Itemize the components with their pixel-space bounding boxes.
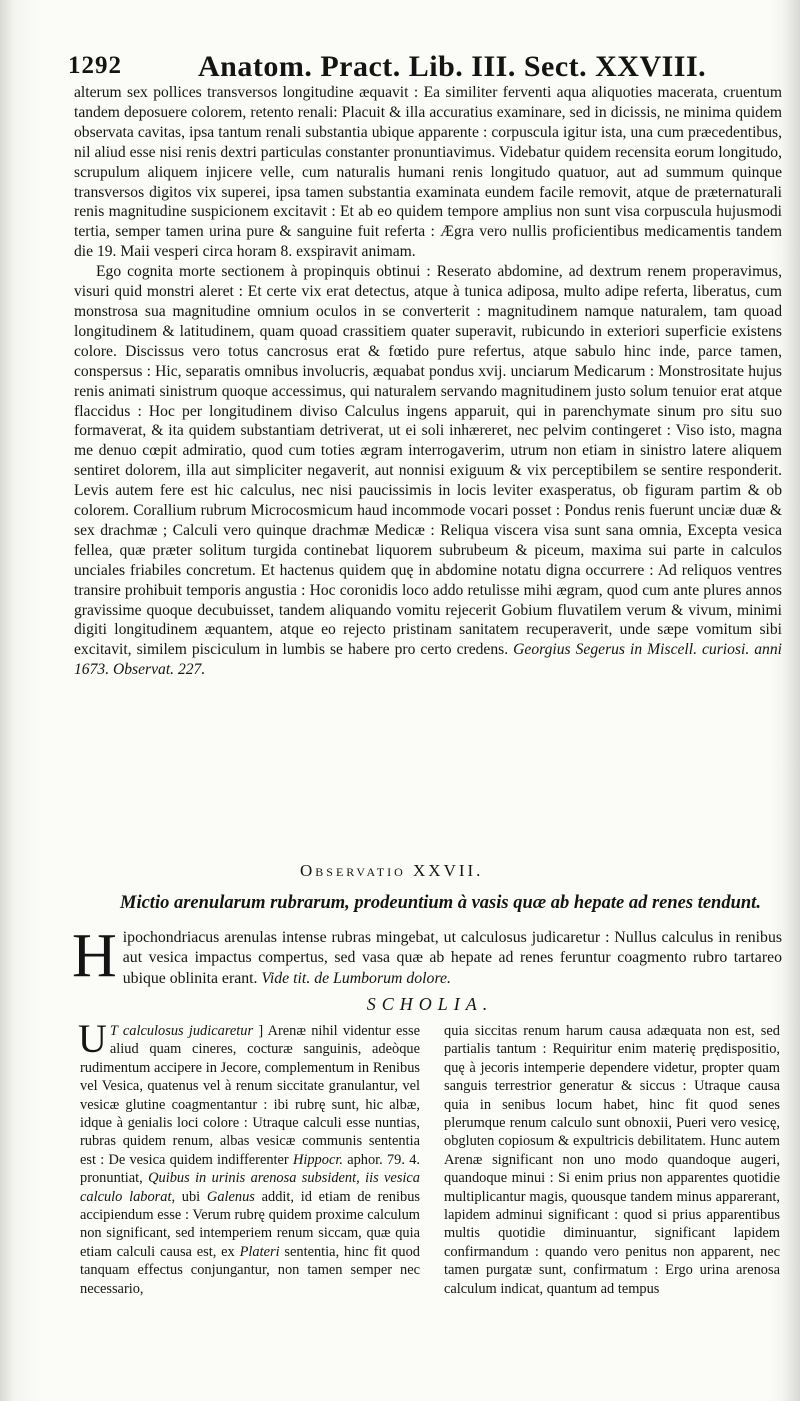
- ref-hippocrates: Hippocr.: [292, 1151, 343, 1168]
- running-title: Anatom. Pract. Lib. III. Sect. XXVIII.: [198, 50, 707, 83]
- paragraph-2-text: Ego cognita morte sectionem à propinquis obtinui : Reserato abdomine, ad dextrum renem properavimus, visuri quid monstri aleret : Et certe vix erat detectus, atque à tunica adiposa, multo adipe referta, liberatus, cum monstrosa sua magnitudine omnium oculos in se converterit : magnitudinem namque naturalem, tam quoad longitudinem & latitudinem, quam quoad crassitiem quater superavit, rubicundo in exteriori superficie existens colore. Discissus vero totus cancrosus erat & fœtido pure refertus, atque sabulo hinc inde, parce tamen, conspersus : Hic, separatis omnibus involucris, æquabat pondus xvij. unciarum Medicarum : Monstrositate hujus renis animati sinistrum quoque accessimus, qui naturalem servando magnitudinem justo solum tenuior erat atque flaccidus : Hoc per longitudinem diviso Calculus ingens apparuit, qui in parenchymate sinum pro situ suo formaverat, & ita quidem substantiam detriverat, ut ei soli inhæreret, nec pelvim contingeret : Viso isto, magna me denuo cœpit admiratio, quod cum toties ægram interrogaverim, utrum non etiam in sinistro latere aliquem sentiret dolorem, illa aut simpliciter negaverit, aut nonnisi exiguum & vix perceptibilem se sentire responderit. Levis autem fere est hic calculus, nec nisi paucissimis in locis leviter exasperatus, ob figuram partim & ob colorem. Corallium rubrum Microcosmicum haud incommode vocari posset : Pondus renis fuerunt unciæ duæ & sex drachmæ ; Calculi vero quinque drachmæ Medicæ : Reliqua viscera visa sunt sana omnia, Excepta vesica fellea, quæ præter solitum turgida continebat liquorem subrubeum & piceum, maxima sui parte in calculos unciales friabiles concretum. Et hactenus quidem quę in abdomine notatu digna occurrere : Ad reliquos ventres transire prohibuit temporis angustia : Hoc coronidis loco addo retulisse mihi ægram, quod cum ante plures annos gravissime quoque decubuisset, tandem aliquando vomitu rejecerit Gobium fluvatilem verum & vivum, minimi digiti longitudinem æquantem, atque eo rejecto pristinam sanitatem recuperaverit, unde sæpe vomitum sibi excitavit, similem pisciculum in lumbis se habere pro certo credens.: [74, 263, 782, 659]
- scholia-left-text-3: , ubi: [171, 1188, 201, 1205]
- observation-body: [72, 922, 782, 990]
- scholia-left-text: [78, 1016, 421, 1298]
- scholia-left-text-4: addit, id etiam de renibus accipiendum esse : Verum rubrę quidem proxime calculum non significant, sed intemperiem renum siccam, quæ quia etiam calculi causa est, ex: [80, 1188, 420, 1260]
- observation-heading: Observatio XXVII.: [300, 861, 484, 880]
- page-number: 1292: [68, 52, 122, 79]
- ref-plateri: Plateri: [239, 1243, 280, 1260]
- see-also-reference: Vide tit. de Lumborum dolore.: [261, 969, 451, 987]
- page-edge-shadow: [782, 0, 800, 1401]
- scholia-right-column: [444, 1022, 780, 1298]
- paragraph-1: alterum sex pollices transversos longitudine æquavit : Ea similiter ferventi aqua aliquoties macerata, cruentum tandem deposuere colorem, retento renali: Placuit & illa accuratius examinare, sed in dicissis, ne minima quidem observata cavitas, ipsa tantum renali substantia ubique apparente : corpuscula igitur ista, una cum præcedentibus, nil aliud esse nisi renis dextri particulas constanter pronuntiavimus. Videbatur quidem recensita eorum longitudo, scrupulum aliquem injicere velle, cum naturalis humani renis longitudo quatuor, aut ad summum quinque transversos digitos vix superei, ipsa tamen substantia examinata eundem facile removit, atque de præternaturali renis magnitudine suspicionem excitavit : Et ab eo quidem tempore amplius non sunt visa corpuscula hujusmodi tertia, semper tamen urina pure & sanguine fuit referta : Ægra vero nullis proficientibus medicamentis tandem die 19. Maii vesperi circa horam 8. exspiravit animam.: [74, 84, 782, 261]
- scholia-right-text: quia siccitas renum harum causa adæquata non est, sed partialis tantum : Requiritur enim materię prędispositio, quę à jecoris intemperie dependere videtur, propter quam sanguis terrestrior generatur & siccus : Utraque causa quia in senibus locum habet, hinc fit quod senes plerumque renum calculo sunt obnoxii, Pueri vero vesicę, obgluten copiosum & expultricis debilitatem. Hunc autem Arenæ significant non uno modo quandoque augeri, quandoque minui : Si enim prius non apparentes quotidie multiplicantur magis, quousque tandem minus apparerant, lapidem adminui significant : quod si prius apparentibus multis quotidie diminuantur, significant lapidem confirmandum : quando vero penitus non apparent, nec tamen purgatæ sunt, confirmatum : Ergo urina arenosa calculum indicat, quantum ad tempus: [444, 1023, 780, 1297]
- paragraph-2: [74, 262, 782, 680]
- observation-title: Mictio arenularum rubrarum, prodeuntium à vasis quæ ab hepate ad renes tendunt.: [120, 893, 761, 913]
- drop-cap: H: [72, 922, 117, 990]
- ref-galenus: Galenus: [206, 1188, 255, 1205]
- citation: Georgius Segerus in Miscell. curiosi. anni 1673. Observat. 227.: [74, 641, 782, 679]
- main-text: [74, 83, 782, 680]
- scholia-left-column: [78, 1016, 421, 1298]
- scholia-lemma: T calculosus judicaretur: [109, 1023, 254, 1039]
- scholia-drop-cap: U: [78, 1016, 107, 1061]
- scholia-heading: SCHOLIA.: [366, 994, 494, 1014]
- hippocrates-quote: Quibus in urinis arenosa subsident, iis vesica calculo laborat: [80, 1170, 420, 1205]
- scholia-left-text-1: ] Arenæ nihil videntur esse aliud quam cineres, cocturæ sanguinis, adeòque rudimentum accipere in Jecore, complementum in Renibus vel Vesica, quatenus vel à renum siccitate granulantur, vel vesicæ glutine coagmentantur : ibi rubrę sunt, hic albæ, idque à genialis loci colore : Utraque calculi esse nuntias, rubras quidem renum, albas vesicæ communis sententia est : De vesica quidem indifferenter: [80, 1023, 420, 1168]
- observation-text: ipochondriacus arenulas intense rubras mingebat, ut calculosus judicaretur : Nullus calculus in renibus aut vesica impactus compertus, sed vasa quæ ab hepate ad renes feruntur coagmento rubro tartareo ubique oblinita erant.: [122, 929, 782, 987]
- scholia-left-text-2: aphor. 79. 4. pronuntiat,: [80, 1151, 421, 1187]
- scholia-left-text-5: sententia, hinc fit quod tanquam effectus conjungantur, non tamen semper nec necessario,: [80, 1243, 420, 1297]
